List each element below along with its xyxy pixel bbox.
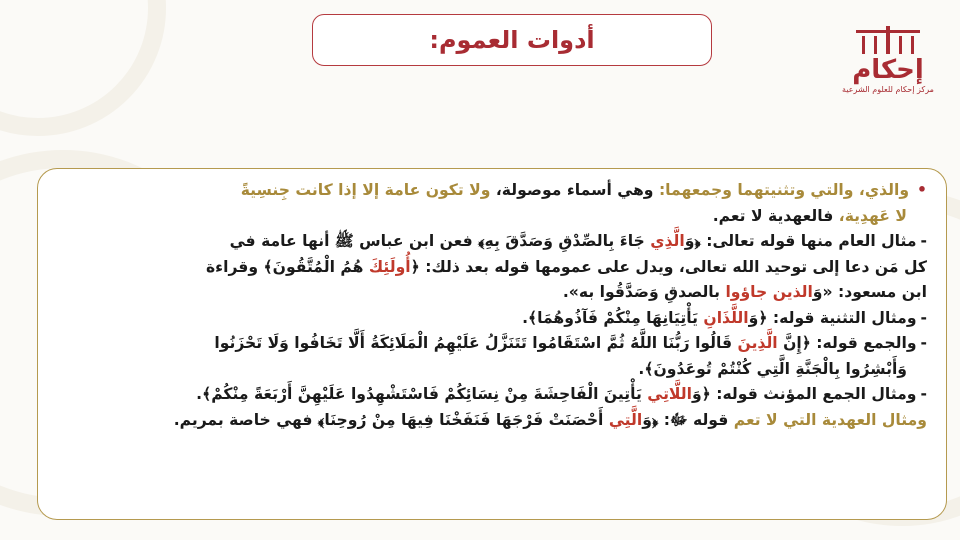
highlight-ulaika: أُولَئِكَ xyxy=(368,257,411,276)
example-feminine-text-2: يَأْتِينَ الْفَاحِشَةَ مِنْ نِسَائِكُمْ فَاسْتَشْهِدُوا عَلَيْهِنَّ أَرْبَعَةً مِنْكُمْ﴾. xyxy=(196,385,648,403)
example-feminine-text: ومثال الجمع المؤنث قوله: ﴿وَ xyxy=(691,385,917,403)
example-specific-text-2: أَحْصَنَتْ فَرْجَهَا فَنَفَخْنَا فِيهَا مِنْ رُوحِنَا﴾ فهي خاصة بمريم. xyxy=(173,410,609,429)
content-body xyxy=(47,178,927,433)
line-example-general: -مثال العام منها قوله تعالى: ﴿وَالَّذِي جَاءَ بِالصِّدْقِ وَصَدَّقَ بِهِ﴾ فعن ابن عباس ﷺ أنها عامة في xyxy=(229,232,927,250)
example-general-text-4: هُمُ الْمُتَّقُونَ﴾ وقراءة xyxy=(205,257,369,276)
line-example-general-cont xyxy=(47,255,927,281)
page-title: أدوات العموم: xyxy=(429,26,595,54)
logo xyxy=(842,24,934,94)
example-specific-text: قوله ﷻ: ﴿وَ xyxy=(642,410,734,429)
example-specific-title: ومثال العهدية التي لا تعم xyxy=(733,410,927,429)
line-example-specific xyxy=(47,408,927,434)
ibn-masud-text-2: بالصدقِ وَصَدَّقُوا به». xyxy=(562,283,726,301)
condition-text: ولا تكون عامة إلا إذا كانت جِنسِيةً xyxy=(240,181,491,199)
example-plural-text: والجمع قوله: ﴿إِنَّ xyxy=(777,334,917,352)
highlight-allati: اللَّاتِي xyxy=(647,385,692,403)
line-example-plural: -والجمع قوله: ﴿إِنَّ الَّذِينَ قَالُوا رَبُّنَا اللَّهُ ثُمَّ اسْتَقَامُوا تَتَنَزَّلُ عَلَيْهِمُ الْمَلَائِكَةُ أَلَّا تَخَافُوا وَلَا تَحْزَنُوا xyxy=(214,334,927,352)
line-definition xyxy=(47,178,927,204)
highlight-allati-specific: الَّتِي xyxy=(608,410,643,429)
bullet-icon: • xyxy=(917,181,927,199)
definition-text-cont: فالعهدية لا تعم. xyxy=(712,206,839,225)
logo-name: إحكام xyxy=(852,55,924,85)
line-definition-cont xyxy=(47,204,927,230)
title-box xyxy=(312,14,712,66)
example-plural-text-2: قَالُوا رَبُّنَا اللَّهُ ثُمَّ اسْتَقَامُوا تَتَنَزَّلُ عَلَيْهِمُ الْمَلَائِكَةُ أَلَّا تَخَافُوا وَلَا تَحْزَنُوا xyxy=(214,334,738,352)
logo-subtitle: مركز إحكام للعلوم الشرعية xyxy=(842,85,934,94)
example-general-text-2: جَاءَ بِالصِّدْقِ وَصَدَّقَ بِهِ﴾ فعن ابن عباس ﷺ أنها عامة في xyxy=(229,232,651,250)
highlight-alladhina-jau: الذين جاؤوا xyxy=(725,283,813,301)
example-general-text-3: كل مَن دعا إلى توحيد الله تعالى، ويدل على عمومها قوله بعد ذلك: ﴿ xyxy=(410,257,927,276)
line-example-feminine-plural: -ومثال الجمع المؤنث قوله: ﴿وَاللَّاتِي يَأْتِينَ الْفَاحِشَةَ مِنْ نِسَائِكُمْ فَاسْتَشْهِدُوا عَلَيْهِنَّ أَرْبَعَةً مِنْكُمْ﴾. xyxy=(196,385,927,403)
highlight-alladhina: الَّذِينَ xyxy=(737,334,778,352)
condition-text-cont: لا عَهدِية، xyxy=(838,206,907,225)
ibn-masud-text: ابن مسعود: «وَ xyxy=(812,283,927,301)
highlight-alladhani: اللَّذَانِ xyxy=(703,308,749,327)
line-example-plural-cont xyxy=(47,357,927,383)
line-ibn-masud xyxy=(47,280,927,306)
highlight-alladhi: الَّذِي xyxy=(650,232,685,250)
line-example-dual: -ومثال التثنية قوله: ﴿وَاللَّذَانِ يَأْتِيَانِهَا مِنْكُمْ فَآذُوهُمَا﴾. xyxy=(522,308,927,327)
term-relative-pronouns: والذي، والتي وتثنيتهما وجمعهما: xyxy=(658,181,910,199)
logo-icon xyxy=(852,24,924,58)
example-dual-text-2: يَأْتِيَانِهَا مِنْكُمْ فَآذُوهُمَا﴾. xyxy=(522,308,704,327)
example-general-text: مثال العام منها قوله تعالى: ﴿وَ xyxy=(684,232,917,250)
example-dual-text: ومثال التثنية قوله: ﴿وَ xyxy=(748,308,917,327)
background-ornament-top xyxy=(0,0,166,136)
example-plural-text-3: وَأَبْشِرُوا بِالْجَنَّةِ الَّتِي كُنْتُمْ تُوعَدُونَ﴾. xyxy=(638,359,907,378)
definition-text: وهي أسماء موصولة، xyxy=(490,181,659,199)
